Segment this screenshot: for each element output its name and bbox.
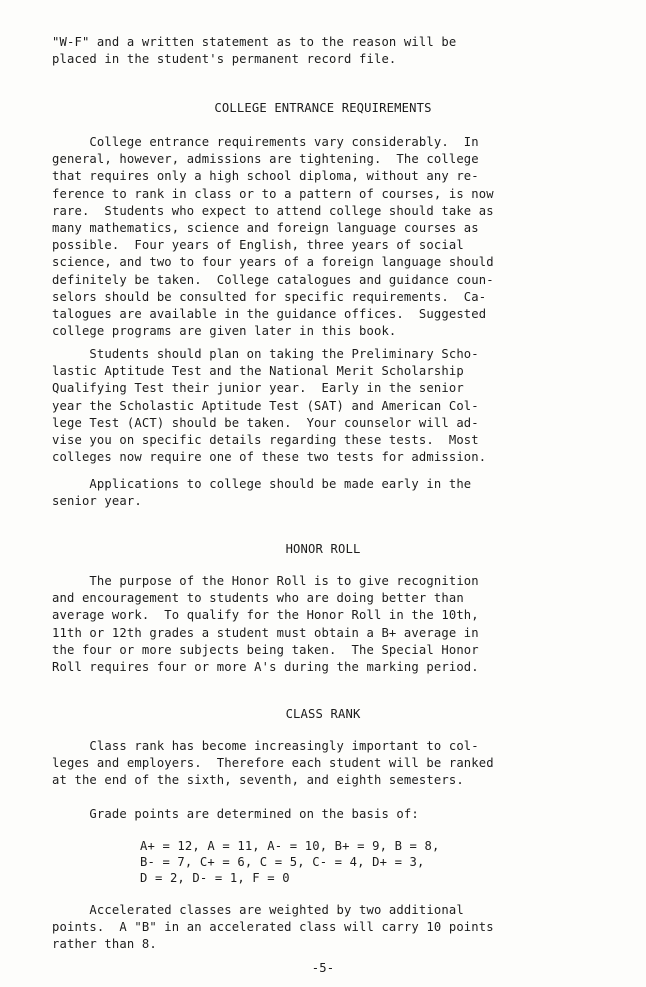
paragraph-line: rather than 8.	[52, 937, 157, 952]
paragraph-line: Class rank has become increasingly important to col-	[52, 739, 479, 753]
paragraph-line: "W-F" and a written statement as to the reason will be	[52, 35, 457, 49]
class-rank-paragraph-1	[52, 738, 612, 790]
paragraph-line: senior year.	[52, 494, 142, 509]
college-entrance-heading: COLLEGE ENTRANCE REQUIREMENTS	[214, 101, 432, 115]
paragraph-line: at the end of the sixth, seventh, and eighth semesters.	[52, 773, 464, 788]
paragraph-line: Applications to college should be made early in the	[52, 477, 472, 491]
paragraph-line: general, however, admissions are tightening. The college	[52, 152, 479, 167]
college-paragraph-2	[52, 346, 612, 466]
class-rank-paragraph-3	[52, 902, 612, 954]
honor-roll-paragraph	[52, 573, 612, 676]
paragraph-line: average work. To qualify for the Honor Roll in the 10th,	[52, 608, 479, 623]
paragraph-line: rare. Students who expect to attend college should take as	[52, 203, 494, 218]
paragraph-line: colleges now require one of these two tests for admission.	[52, 450, 487, 465]
paragraph-line: lege Test (ACT) should be taken. Your counselor will ad-	[52, 415, 479, 430]
paragraph-line: college programs are given later in this book.	[52, 324, 397, 339]
paragraph-line: ference to rank in class or to a pattern of courses, is now	[52, 186, 494, 201]
paragraph-line: science, and two to four years of a foreign language should	[52, 255, 494, 270]
paragraph-line: many mathematics, science and foreign language courses as	[52, 220, 479, 235]
paragraph-line: points. A "B" in an accelerated class will carry 10 points	[52, 920, 494, 935]
paragraph-line: year the Scholastic Aptitude Test (SAT) and American Col-	[52, 398, 479, 413]
paragraph-line: possible. Four years of English, three years of social	[52, 238, 464, 253]
grade-points-line: D = 2, D- = 1, F = 0	[140, 871, 290, 885]
paragraph-line: talogues are available in the guidance offices. Suggested	[52, 306, 487, 321]
college-paragraph-1	[52, 134, 612, 340]
grade-points-list	[140, 838, 580, 886]
paragraph-line: 11th or 12th grades a student must obtain a B+ average in	[52, 625, 479, 640]
paragraph-line: and encouragement to students who are doing better than	[52, 591, 464, 606]
intro-paragraph	[52, 34, 612, 68]
class-rank-heading: CLASS RANK	[285, 707, 361, 721]
paragraph-line: definitely be taken. College catalogues and guidance coun-	[52, 272, 494, 287]
class-rank-paragraph-2	[52, 806, 612, 823]
page-number: -5-	[311, 961, 335, 975]
grade-points-line: A+ = 12, A = 11, A- = 10, B+ = 9, B = 8,	[140, 839, 440, 853]
paragraph-line: Accelerated classes are weighted by two additional	[52, 903, 464, 917]
paragraph-line: placed in the student's permanent record file.	[52, 52, 397, 67]
paragraph-line: selors should be consulted for specific requirements. Ca-	[52, 289, 487, 304]
paragraph-line: College entrance requirements vary considerably. In	[52, 135, 479, 149]
paragraph-line: Roll requires four or more A's during the marking period.	[52, 659, 479, 674]
college-paragraph-3	[52, 476, 612, 510]
paragraph-line: The purpose of the Honor Roll is to give recognition	[52, 574, 479, 588]
paragraph-line: vise you on specific details regarding these tests. Most	[52, 432, 479, 447]
grade-points-line: B- = 7, C+ = 6, C = 5, C- = 4, D+ = 3,	[140, 855, 425, 869]
paragraph-line: Grade points are determined on the basis of:	[52, 807, 419, 821]
paragraph-line: the four or more subjects being taken. The Special Honor	[52, 642, 479, 657]
paragraph-line: Students should plan on taking the Preliminary Scho-	[52, 347, 479, 361]
paragraph-line: leges and employers. Therefore each student will be ranked	[52, 756, 494, 771]
honor-roll-heading: HONOR ROLL	[285, 542, 361, 556]
paragraph-line: that requires only a high school diploma, without any re-	[52, 169, 479, 184]
paragraph-line: Qualifying Test their junior year. Early in the senior	[52, 381, 464, 396]
paragraph-line: lastic Aptitude Test and the National Merit Scholarship	[52, 364, 464, 379]
